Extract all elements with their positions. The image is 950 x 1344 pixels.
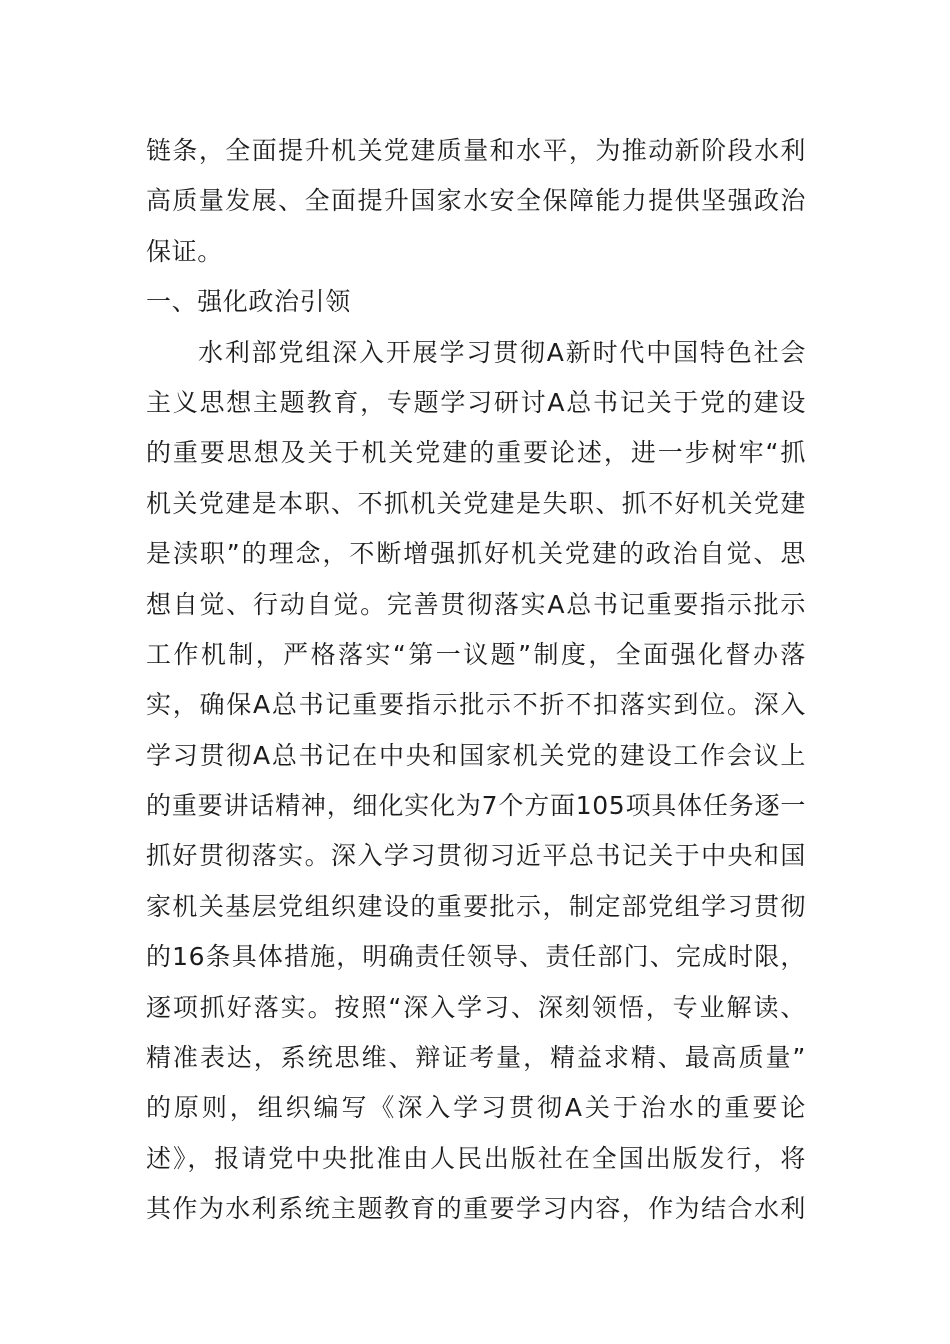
text-line: 述》，报请党中央批准由人民出版社在全国出版发行，将 bbox=[146, 1143, 806, 1173]
text-line: 其作为水利系统主题教育的重要学习内容，作为结合水利 bbox=[146, 1194, 806, 1224]
text-line: 的重要讲话精神，细化实化为7个方面105项具体任务逐一 bbox=[146, 791, 806, 821]
section-heading: 一、强化政治引领 bbox=[146, 287, 351, 317]
text-line: 是渎职”的理念，不断增强抓好机关党建的政治自觉、思 bbox=[146, 539, 806, 569]
text-line: 实，确保A总书记重要指示批示不折不扣落实到位。深入 bbox=[146, 690, 806, 720]
text-line: 高质量发展、全面提升国家水安全保障能力提供坚强政治 bbox=[146, 186, 806, 216]
text-line: 链条，全面提升机关党建质量和水平，为推动新阶段水利 bbox=[146, 136, 806, 165]
text-line: 的重要思想及关于机关党建的重要论述，进一步树牢“抓 bbox=[146, 438, 806, 468]
text-line: 精准表达，系统思维、辩证考量，精益求精、最高质量” bbox=[146, 1043, 806, 1073]
text-line: 抓好贯彻落实。深入学习贯彻习近平总书记关于中央和国 bbox=[146, 841, 806, 871]
text-line: 主义思想主题教育，专题学习研讨A总书记关于党的建设 bbox=[146, 387, 806, 417]
text-line: 想自觉、行动自觉。完善贯彻落实A总书记重要指示批示 bbox=[146, 589, 806, 619]
body-text bbox=[146, 126, 806, 1235]
text-line: 机关党建是本职、不抓机关党建是失职、抓不好机关党建 bbox=[146, 488, 806, 518]
text-line: 的原则，组织编写《深入学习贯彻A关于治水的重要论 bbox=[146, 1093, 806, 1123]
text-line: 学习贯彻A总书记在中央和国家机关党的建设工作会议上 bbox=[146, 740, 806, 770]
text-line: 保证。 bbox=[146, 236, 223, 266]
text-line: 工作机制，严格落实“第一议题”制度，全面强化督办落 bbox=[146, 639, 806, 669]
text-line: 逐项抓好落实。按照“深入学习、深刻领悟，专业解读、 bbox=[146, 992, 806, 1022]
text-line: 家机关基层党组织建设的重要批示，制定部党组学习贯彻 bbox=[146, 891, 806, 921]
text-line: 水利部党组深入开展学习贯彻A新时代中国特色社会 bbox=[198, 337, 806, 367]
text-line: 的16条具体措施，明确责任领导、责任部门、完成时限， bbox=[146, 942, 806, 972]
